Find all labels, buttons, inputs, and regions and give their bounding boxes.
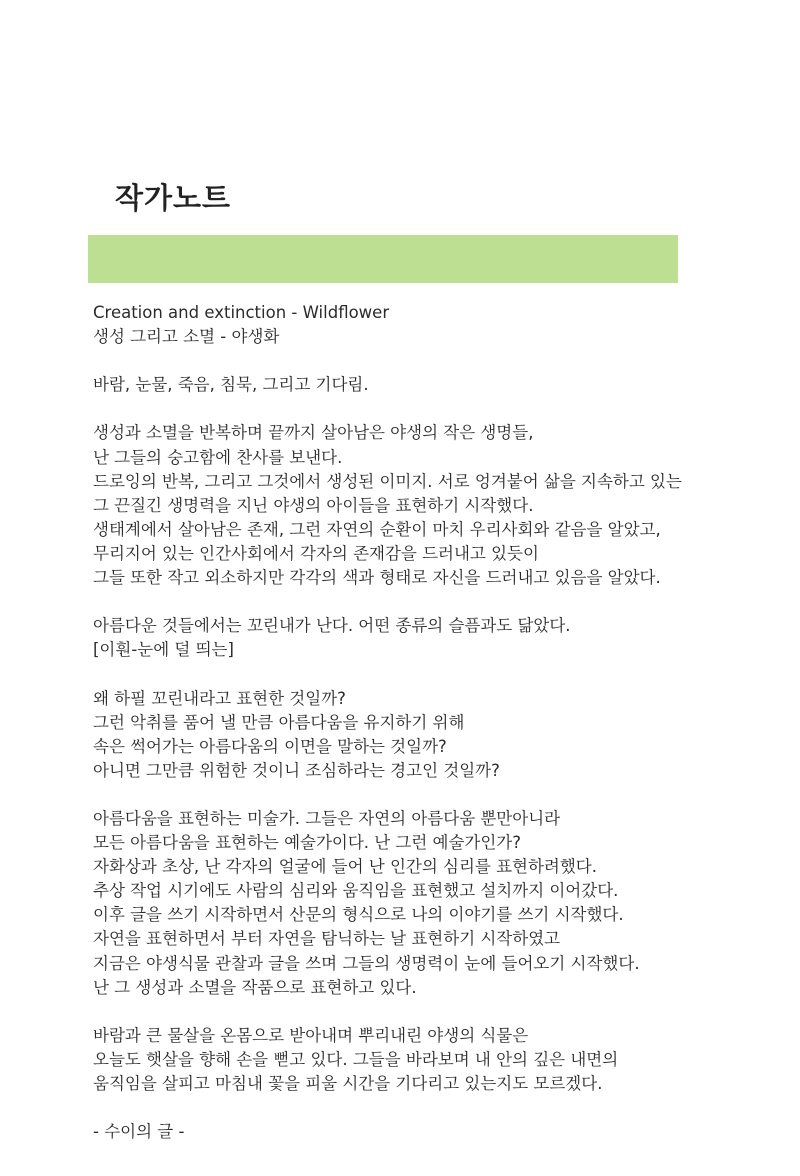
text-line: 아름다운 것들에서는 꼬린내가 난다. 어떤 종류의 슬픔과도 닮았다. xyxy=(93,616,571,636)
text-line: 움직임을 살피고 마침내 꽃을 피울 시간을 기다리고 있는지도 모르겠다. xyxy=(93,1074,603,1093)
text-line: 왜 하필 꼬린내라고 표현한 것일까? xyxy=(93,688,346,708)
text-line: 아름다움을 표현하는 미술가. 그들은 자연의 아름다움 뿐만아니라 xyxy=(93,808,561,828)
text-line: 아니면 그만큼 위험한 것이니 조심하라는 경고인 것일까? xyxy=(93,760,500,780)
paragraph-gap xyxy=(93,662,793,686)
text-line: [이훤-눈에 덜 띄는] xyxy=(93,640,234,660)
text-line: 생성 그리고 소멸 - 야생화 xyxy=(93,327,280,347)
paragraph-gap xyxy=(93,397,793,421)
text-line: 드로잉의 반복, 그리고 그것에서 생성된 이미지. 서로 엉겨붙어 삶을 지속하고 있는 xyxy=(93,471,682,491)
text-line: 그들 또한 작고 외소하지만 각각의 색과 형태로 자신을 드러내고 있음을 알았다. xyxy=(93,568,661,588)
page-title: 작가노트 xyxy=(115,181,232,215)
text-line: Creation and extinction - Wildflower xyxy=(93,303,390,322)
text-line: 추상 작업 시기에도 사람의 심리와 움직임을 표현했고 설치까지 이어갔다. xyxy=(93,881,619,901)
text-line: 난 그 생성과 소멸을 작품으로 표현하고 있다. xyxy=(93,977,417,997)
paragraph-gap xyxy=(93,1000,793,1024)
text-line: 무리지어 있는 인간사회에서 각자의 존재감을 드러내고 있듯이 xyxy=(93,543,539,563)
artist-note-body xyxy=(93,301,793,1144)
paragraph-gap xyxy=(93,349,793,373)
text-line: 자연을 표현하면서 부터 자연을 탐닉하는 날 표현하기 시작하였고 xyxy=(93,929,561,949)
paragraph-gap xyxy=(93,590,793,614)
text-line: 모든 아름다움을 표현하는 예술가이다. 난 그런 예술가인가? xyxy=(93,833,522,853)
paragraph-gap xyxy=(93,783,793,807)
text-line: 속은 썩어가는 아름다움의 이면을 말하는 것일까? xyxy=(93,736,447,756)
text-line: 오늘도 햇살을 향해 손을 뻗고 있다. 그들을 바라보며 내 안의 깊은 내면의 xyxy=(93,1049,619,1069)
text-line: 바람과 큰 물살을 온몸으로 받아내며 뿌리내린 야생의 식물은 xyxy=(93,1025,529,1045)
text-line: - 수이의 글 - xyxy=(93,1122,185,1142)
text-line: 자화상과 초상, 난 각자의 얼굴에 들어 난 인간의 심리를 표현하려했다. xyxy=(93,857,597,877)
text-line: 생성과 소멸을 반복하며 끝까지 살아남은 야생의 작은 생명들, xyxy=(93,423,534,443)
text-line: 난 그들의 숭고함에 찬사를 보낸다. xyxy=(93,447,343,467)
text-line: 그 끈질긴 생명력을 지닌 야생의 아이들을 표현하기 시작했다. xyxy=(93,495,534,515)
text-line: 그런 악취를 품어 낼 만큼 아름다움을 유지하기 위해 xyxy=(93,712,465,732)
text-line: 지금은 야생식물 관찰과 글을 쓰며 그들의 생명력이 눈에 들어오기 시작했다. xyxy=(93,953,640,973)
paragraph-gap xyxy=(93,1096,793,1120)
accent-bar xyxy=(88,235,678,283)
text-line: 바람, 눈물, 죽음, 침묵, 그리고 기다림. xyxy=(93,375,369,395)
text-line: 생태계에서 살아남은 존재, 그런 자연의 순환이 마치 우리사회와 같음을 알았고, xyxy=(93,519,661,539)
text-line: 이후 글을 쓰기 시작하면서 산문의 형식으로 나의 이야기를 쓰기 시작했다. xyxy=(93,905,624,925)
